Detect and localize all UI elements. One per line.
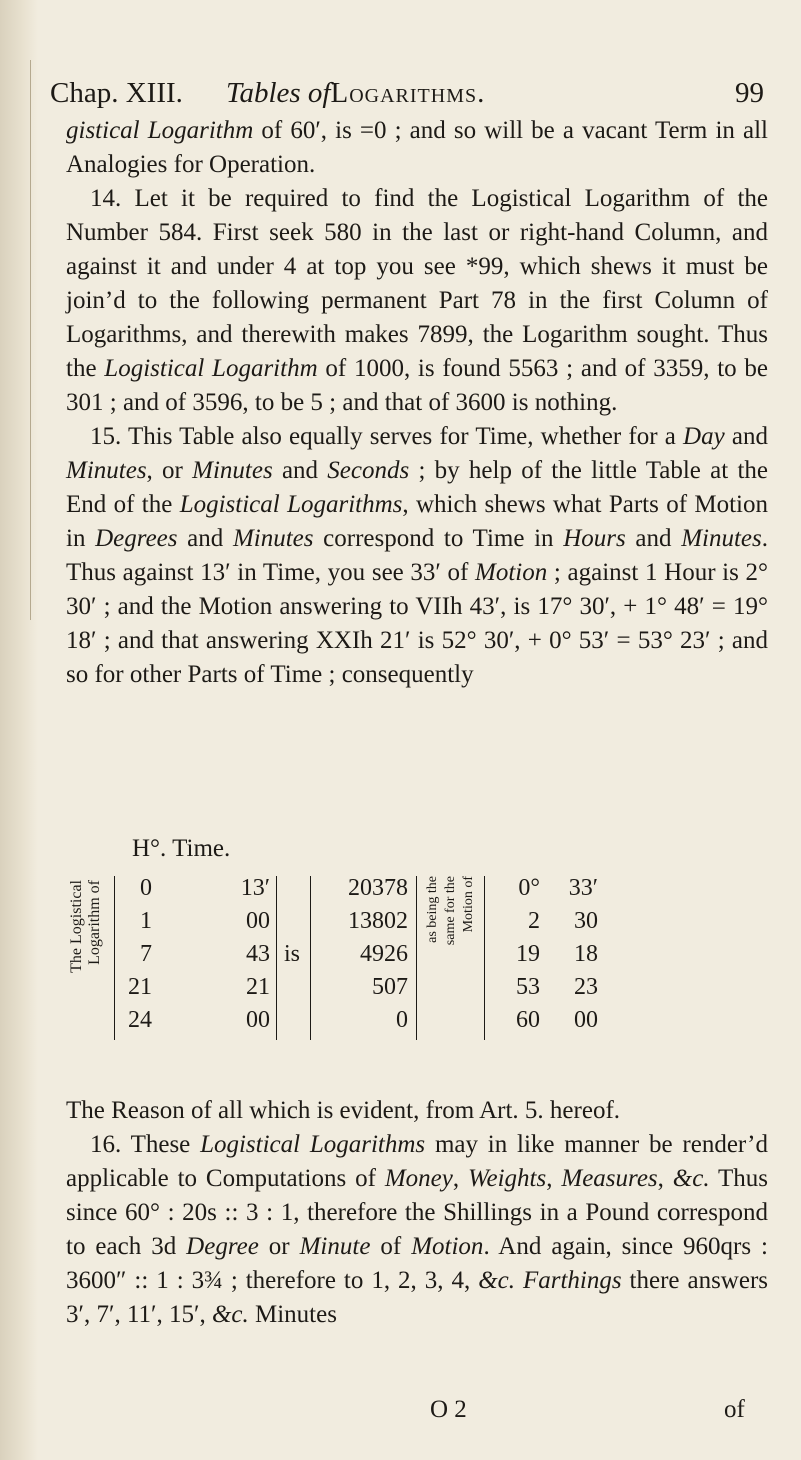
paragraph-13-end: gistical Logarithm of 60′, is =0 ; and so will be a vacant Term in all Analogies for Operation. xyxy=(66,117,768,178)
motion-minute-cell: 23 xyxy=(574,974,598,1000)
page-number: 99 xyxy=(735,77,764,109)
degree-cell: 0° xyxy=(518,875,540,901)
motion-minutes-column xyxy=(550,872,598,1037)
minutes-column xyxy=(226,872,270,1037)
paragraph-reason: The Reason of all which is evident, from Art. 5. hereof. xyxy=(66,1097,621,1124)
mid-label-line-3: Motion of xyxy=(461,876,476,933)
minute-cell: 00 xyxy=(246,908,270,934)
mid-label-line-2: same for the xyxy=(443,876,458,946)
paragraph-14: 14. Let it be required to find the Logistical Logarithm of the Number 584. First seek 580 in the last or right-hand Column, and against it and under 4 at top you see *99, which shews it must be join’d to the following permanent Part 78 in the first Column of Logarithms, and therewith makes 7899, the Logarithm sought. Thus the Logistical Logarithm of 1000, is found 5563 ; and of 3359, to be 301 ; and of 3596, to be 5 ; and that of 3600 is nothing. xyxy=(66,185,769,416)
left-label-line-2: Logarithm of xyxy=(86,880,103,965)
time-brace xyxy=(276,876,277,1040)
hour-cell: 1 xyxy=(140,908,152,934)
motion-minute-cell: 30 xyxy=(574,908,598,934)
hour-cell: 7 xyxy=(140,941,152,967)
catchword: of xyxy=(724,1396,745,1423)
mid-label-line-1: as being the xyxy=(425,876,440,943)
time-motion-table xyxy=(66,832,766,1092)
paragraph-15: 15. This Table also equally serves for Time, whether for a Day and Minutes, or Minutes and Seconds ; by help of the little Table at the End of the Logistical Logarithms, which shews what Parts of Motion in Degrees and Minutes correspond to Time in Hours and Minutes. Thus against 13′ in Time, you see 33′ of Motion ; against 1 Hour is 2° 30′ ; and the Motion answering to VIIh 43′, is 17° 30′, + 1° 48′ = 19° 18′ ; and that answering XXIh 21′ is 52° 30′, + 0° 53′ = 53° 23′ ; and so for other Parts of Time ; consequently xyxy=(66,423,769,688)
minute-cell: 00 xyxy=(246,1007,270,1033)
motion-brace xyxy=(484,876,485,1040)
log-cell: 0 xyxy=(396,1007,408,1033)
degree-cell: 60 xyxy=(516,1007,540,1033)
text-block-upper xyxy=(66,114,768,692)
signature-mark: O 2 xyxy=(430,1396,467,1423)
logs-brace-left xyxy=(310,876,311,1040)
left-brace xyxy=(114,876,115,1040)
motion-minute-cell: 00 xyxy=(574,1007,598,1033)
log-cell: 4926 xyxy=(360,941,408,967)
text-block-lower xyxy=(66,1094,768,1332)
degree-cell: 2 xyxy=(528,908,540,934)
running-header xyxy=(50,72,764,114)
page-footer xyxy=(430,1396,745,1424)
log-cell: 13802 xyxy=(348,908,408,934)
page-gutter xyxy=(0,0,38,1460)
log-cell: 507 xyxy=(372,974,408,1000)
gutter-rule xyxy=(30,60,31,620)
motion-minute-cell: 18 xyxy=(574,941,598,967)
hour-cell: 0 xyxy=(140,875,152,901)
hour-cell: 24 xyxy=(128,1007,152,1033)
is-word: is xyxy=(284,941,301,967)
hour-cell: 21 xyxy=(128,974,152,1000)
minute-cell: 21 xyxy=(246,974,270,1000)
table-heading: H°. Time. xyxy=(132,835,231,862)
paragraph-16: 16. These Logistical Logarithms may in like manner be render’d applicable to Computations of Money, Weights, Measures, &c. Thus since 60° : 20s :: 3 : 1, therefore the Shillings in a Pound correspond to each 3d Degree or Minute of Motion. And again, since 960qrs : 3600″ :: 1 : 3¾ ; therefore to 1, 2, 3, 4, &c. Farthings there answers 3′, 7′, 11′, 15′, &c. Minutes xyxy=(66,1131,769,1328)
chapter-label: Chap. XIII. xyxy=(50,77,183,109)
motion-degrees-column xyxy=(492,872,540,1037)
running-title: Tables ofLogarithms. xyxy=(226,77,486,109)
motion-minute-cell: 33′ xyxy=(568,875,598,901)
log-cell: 20378 xyxy=(348,875,408,901)
minute-cell: 43 xyxy=(246,941,270,967)
left-label-line-1: The Logistical xyxy=(68,880,85,973)
minute-cell: 13′ xyxy=(240,875,270,901)
logs-brace-right xyxy=(416,876,417,1040)
degree-cell: 53 xyxy=(516,974,540,1000)
degree-cell: 19 xyxy=(516,941,540,967)
logs-column xyxy=(316,872,408,1037)
hours-column xyxy=(122,872,152,1037)
